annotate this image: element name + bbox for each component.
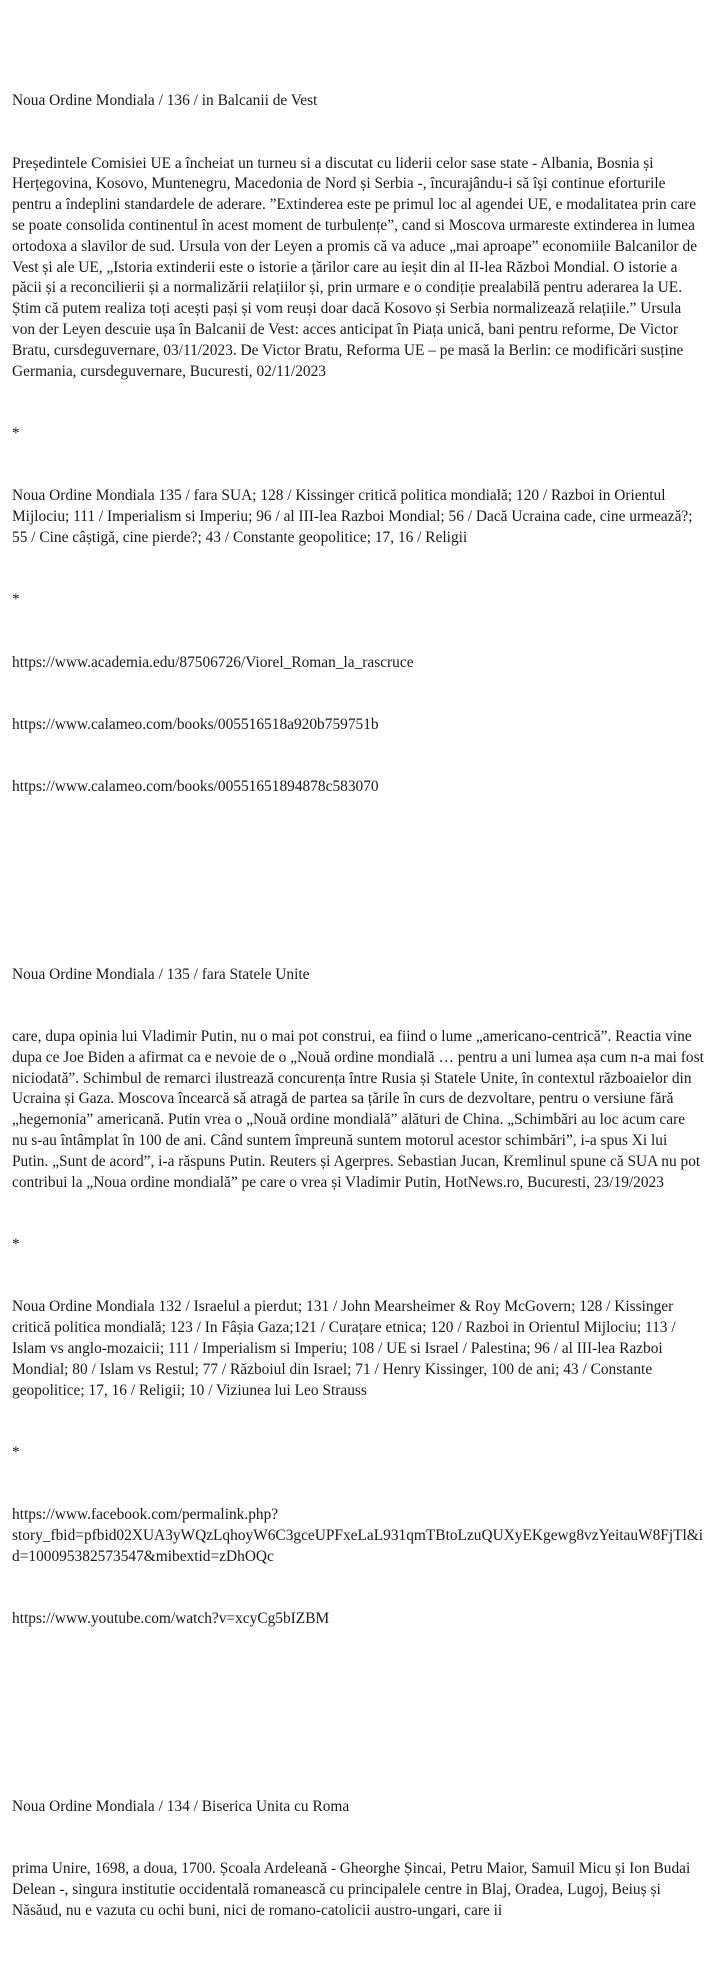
paragraph-gap: [12, 1693, 704, 1714]
separator: *: [12, 1443, 20, 1461]
document-page: [12, 8, 708, 1963]
link-calameo-1[interactable]: https://www.calameo.com/books/005516518a920b759751b: [12, 716, 379, 734]
post-title: Noua Ordine Mondiala / 136 / in Balcanii de Vest: [12, 92, 318, 110]
link-academia[interactable]: https://www.academia.edu/87506726/Viorel_Roman_la_rascruce: [12, 653, 414, 671]
post-body: prima Unire, 1698, a doua, 1700. Școala Ardeleană - Gheorghe Șincai, Petru Maior, Samuil Micu și Ion Budai Delean -, singura institutie occidentală romanească cu principalele centre in Blaj, Oradea, Lugoj, Beiuș și Năsăud, nu e vazuta cu ochi buni, nici de romano-catolicii austro-ungari, care ii: [12, 1859, 695, 1919]
post-body: care, dupa opinia lui Vladimir Putin, nu o mai pot construi, ea fiind o lume „americano-centrică”. Reactia vine dupa ce Joe Biden a afirmat ca e nevoie de o „Nouă ordine mondială … pentru a uni lumea așa cum n-a mai fost niciodată”. Schimbul de remarci ilustrează concurența între Rusia și Statele Unite, în contextul războaielor din Ucraina și Gaza. Moscova încearcă să atragă de partea sa țările în curs de dezvoltare, pentru o versiune fără „hegemonia” americană. Putin vrea o „Nouă ordine mondială” alături de China. „Schimbări au loc acum care nu s-au întâmplat în 100 de ani. Când suntem împreună suntem motorul acestor schimbări”, i-a spus Xi lui Putin. „Sunt de acord”, i-a răspuns Putin. Reuters și Agerpres. Sebastian Jucan, Kremlinul spune că SUA nu pot contribui la „Noua ordine mondială” pe care o vrea și Vladimir Putin, HotNews.ro, Bucuresti, 23/19/2023: [12, 1028, 708, 1191]
separator: *: [12, 591, 20, 609]
separator: *: [12, 1236, 20, 1254]
post-title: Noua Ordine Mondiala / 134 / Biserica Unita cu Roma: [12, 1797, 350, 1815]
link-facebook[interactable]: https://www.facebook.com/permalink.php?story_fbid=pfbid02XUA3yWQzLqhoyW6C3gceUPFxeLaL931qmTBtoLzuQUXyEKgewg8vzYeitauW8FjTl&id=100095382573547&mibextid=zDhOQc: [12, 1506, 704, 1565]
link-calameo-2[interactable]: https://www.calameo.com/books/00551651894878c583070: [12, 778, 379, 796]
related-list: Noua Ordine Mondiala 132 / Israelul a pierdut; 131 / John Mearsheimer & Roy McGovern; 128 / Kissinger critică politica mondială; 123 / In Fâșia Gaza;121 / Curațare etnica; 120 / Razboi in Orientul Mijlociu; 113 / Islam vs anglo-mozaicii; 111 / Imperialism si Imperiu; 108 / UE si Israel / Palestina; 96 / al III-lea Razboi Mondial; 80 / Islam vs Restul; 77 / Războiul din Israel; 71 / Henry Kissinger, 100 de ani; 43 / Constante geopolitice; 17, 16 / Religii; 10 / Viziunea lui Leo Strauss: [12, 1298, 680, 1399]
post-body: Președintele Comisiei UE a încheiat un turneu si a discutat cu liderii celor sase state - Albania, Bosnia și Herțegovina, Kosovo, Muntenegru, Macedonia de Nord și Serbia -, încurajându-i să își continue eforturile pentru a îndeplini standardele de aderare. ”Extinderea este pe primul loc al agendei UE, e modalitatea prin care se poate consolida continentul în acest moment de turbulențe”, cand si Moscova urmareste extinderea in lumea ortodoxa a slavilor de sud. Ursula von der Leyen a promis că va aduce „mai aproape” economiile Balcanilor de Vest și ale UE, „Istoria extinderii este o istorie a țărilor care au ieșit din al II-lea Război Mondial. O istorie a păcii și a reconcilierii și a normalizării relațiilor și, prin urmare e o condiție prealabilă pentru aderarea la UE. Știm că putem realiza toți acești pași și vom reuși doar dacă Kosovo și Serbia normalizează relațiile.” Ursula von der Leyen descuie ușa în Balcanii de Vest: acces anticipat în Piața unică, bani pentru reforme, De Victor Bratu, cursdeguvernare, 03/11/2023. De Victor Bratu, Reforma UE – pe masă la Berlin: ce modificări susține Germania, cursdeguvernare, Bucuresti, 02/11/2023: [12, 154, 701, 380]
link-youtube[interactable]: https://www.youtube.com/watch?v=xcyCg5bIZBM: [12, 1610, 330, 1628]
post-title: Noua Ordine Mondiala / 135 / fara Statele Unite: [12, 965, 310, 983]
separator: *: [12, 424, 20, 442]
related-list: Noua Ordine Mondiala 135 / fara SUA; 128 / Kissinger critică politica mondială; 120 / Razboi in Orientul Mijlociu; 111 / Imperialism si Imperiu; 96 / al III-lea Razboi Mondial; 56 / Dacă Ucraina cade, cine urmează?; 55 / Cine câștigă, cine pierde?; 43 / Constante geopolitice; 17, 16 / Religii: [12, 487, 697, 546]
paragraph-gap: [12, 861, 704, 882]
